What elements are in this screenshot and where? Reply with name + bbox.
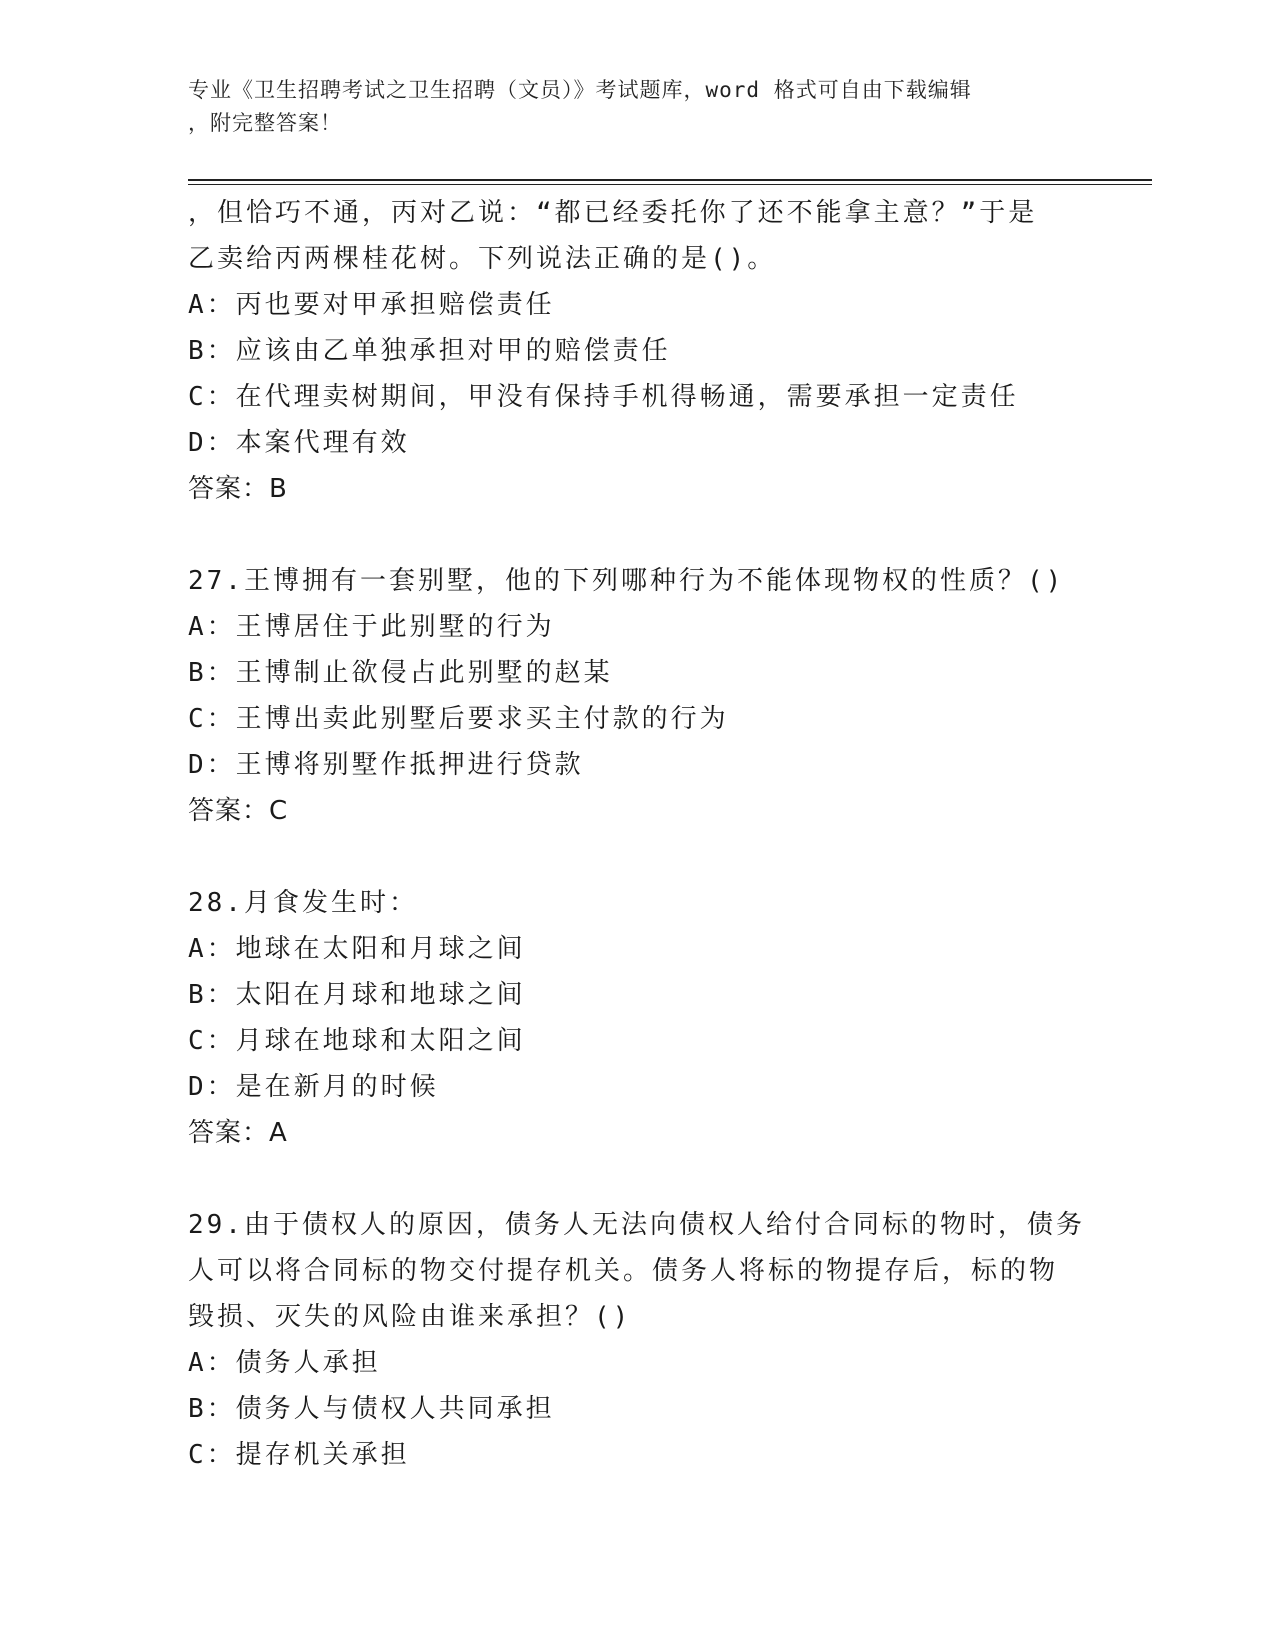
question-text-line: 毁损、灭失的风险由谁来承担？(): [188, 1302, 632, 1332]
option-d: D：王博将别墅作抵押进行贷款: [188, 750, 584, 780]
option-a: A：王博居住于此别墅的行为: [188, 612, 555, 642]
question-29: [188, 1202, 1088, 1478]
header-divider: [188, 179, 1152, 181]
option-a: A：地球在太阳和月球之间: [188, 934, 526, 964]
spacer: [188, 834, 1088, 880]
spacer: [188, 1156, 1088, 1202]
answer-line: 答案：B: [188, 474, 288, 504]
option-a: A：丙也要对甲承担赔偿责任: [188, 290, 555, 320]
answer-line: 答案：A: [188, 1118, 288, 1148]
option-a: A：债务人承担: [188, 1348, 381, 1378]
question-text-line: 28.月食发生时：: [188, 888, 418, 918]
answer-line: 答案：C: [188, 796, 289, 826]
header-line-2: ，附完整答案！: [188, 111, 342, 135]
option-b: B：太阳在月球和地球之间: [188, 980, 526, 1010]
option-c: C：提存机关承担: [188, 1440, 410, 1470]
header-line-1: 专业《卫生招聘考试之卫生招聘（文员）》考试题库，word 格式可自由下载编辑: [188, 78, 972, 102]
question-text-line: 乙卖给丙两棵桂花树。下列说法正确的是()。: [188, 244, 777, 274]
option-c: C：在代理卖树期间，甲没有保持手机得畅通，需要承担一定责任: [188, 382, 1019, 412]
question-28: [188, 880, 1088, 1156]
question-text-line: ，但恰巧不通，丙对乙说：“都已经委托你了还不能拿主意？”于是: [188, 198, 1038, 228]
page-header: [188, 74, 1088, 140]
question-text-line: 人可以将合同标的物交付提存机关。债务人将标的物提存后，标的物: [188, 1256, 1059, 1286]
option-d: D：本案代理有效: [188, 428, 410, 458]
option-c: C：王博出卖此别墅后要求买主付款的行为: [188, 704, 729, 734]
header-divider-thin: [188, 184, 1152, 185]
document-body: [188, 190, 1088, 1478]
option-c: C：月球在地球和太阳之间: [188, 1026, 526, 1056]
question-26-continuation: [188, 190, 1088, 512]
option-b: B：应该由乙单独承担对甲的赔偿责任: [188, 336, 671, 366]
spacer: [188, 512, 1088, 558]
option-d: D：是在新月的时候: [188, 1072, 439, 1102]
question-text-line: 27.王博拥有一套别墅，他的下列哪种行为不能体现物权的性质？(): [188, 566, 1065, 596]
option-b: B：王博制止欲侵占此别墅的赵某: [188, 658, 613, 688]
question-text-line: 29.由于债权人的原因，债务人无法向债权人给付合同标的物时，债务: [188, 1210, 1085, 1240]
option-b: B：债务人与债权人共同承担: [188, 1394, 555, 1424]
question-27: [188, 558, 1088, 834]
